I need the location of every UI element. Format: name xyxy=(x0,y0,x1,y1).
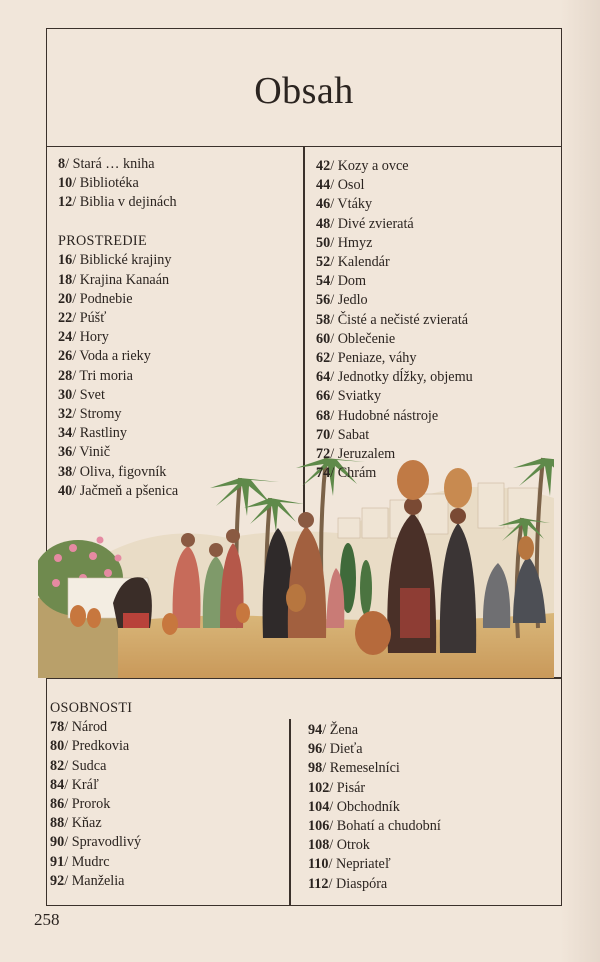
entry-label: Svet xyxy=(79,386,105,403)
entry-page: 56 xyxy=(316,292,331,309)
list-item[interactable]: 42/ Kozy a ovce xyxy=(316,158,409,174)
list-item[interactable]: 82/ Sudca xyxy=(50,757,107,774)
entry-page: 66 xyxy=(316,388,331,405)
list-item[interactable]: 48/ Divé zvieratá xyxy=(316,215,414,232)
entry-label: Divé zvieratá xyxy=(337,215,414,232)
list-item[interactable]: 72/ Jeruzalem xyxy=(316,446,396,463)
entry-page: 102 xyxy=(308,779,330,796)
list-item[interactable]: 96/ Dieťa xyxy=(308,741,363,758)
list-item[interactable]: 22/ Púšť xyxy=(58,309,107,326)
entry-label: Otrok xyxy=(336,837,370,854)
list-item[interactable]: 26/ Voda a rieky xyxy=(58,348,151,365)
entry-page: 52 xyxy=(316,254,331,271)
list-item[interactable]: 94/ Žena xyxy=(308,722,359,738)
entry-label: Oblečenie xyxy=(337,330,396,347)
entry-page: 8 xyxy=(58,156,66,172)
entry-page: 62 xyxy=(316,350,331,367)
entry-label: Jedlo xyxy=(337,292,368,309)
entry-page: 98 xyxy=(308,760,323,777)
entry-label: Spravodlivý xyxy=(71,834,142,851)
list-item[interactable]: 30/ Svet xyxy=(58,386,105,403)
list-item[interactable]: 66/ Sviatky xyxy=(316,388,382,405)
entry-page: 26 xyxy=(58,348,73,365)
entry-page: 48 xyxy=(316,215,331,232)
right-bottom-list xyxy=(308,721,441,894)
entry-page: 91 xyxy=(50,853,65,870)
entry-page: 44 xyxy=(316,177,331,194)
entry-page: 104 xyxy=(308,798,330,815)
list-item[interactable]: 62/ Peniaze, váhy xyxy=(316,350,417,367)
entry-label: Kozy a ovce xyxy=(337,158,409,174)
entry-label: Biblia v dejinách xyxy=(79,194,177,211)
list-item[interactable]: 8/ Stará … kniha xyxy=(58,156,155,172)
list-item[interactable]: 54/ Dom xyxy=(316,273,367,290)
entry-label: Chrám xyxy=(337,465,377,482)
entry-page: 88 xyxy=(50,815,65,832)
entry-label: Kráľ xyxy=(71,776,99,793)
list-item[interactable]: 16/ Biblické krajiny xyxy=(58,252,172,269)
list-item[interactable]: 102/ Pisár xyxy=(308,779,366,796)
entry-page: 78 xyxy=(50,719,65,736)
entry-label: Krajina Kanaán xyxy=(79,271,170,288)
entry-label: Kňaz xyxy=(71,815,102,832)
entry-label: Jednotky dĺžky, objemu xyxy=(337,369,473,386)
entry-page: 94 xyxy=(308,722,323,738)
entry-page: 84 xyxy=(50,776,65,793)
entry-label: Prorok xyxy=(71,796,111,813)
entry-page: 112 xyxy=(308,875,329,892)
entry-page: 18 xyxy=(58,271,73,288)
entry-label: Sabat xyxy=(337,426,370,443)
entry-page: 64 xyxy=(316,369,331,386)
entry-label: Čisté a nečisté zvieratá xyxy=(337,311,469,328)
column-divider-bottom xyxy=(289,719,291,905)
page-number: 258 xyxy=(34,910,60,929)
list-item[interactable]: 84/ Kráľ xyxy=(50,776,99,793)
list-item[interactable]: 38/ Oliva, figovník xyxy=(58,463,167,480)
list-item[interactable]: 88/ Kňaz xyxy=(50,815,102,832)
entry-page: 110 xyxy=(308,856,329,873)
list-item[interactable]: 44/ Osol xyxy=(316,177,365,194)
entry-page: 36 xyxy=(58,444,73,461)
list-item[interactable]: 98/ Remeselníci xyxy=(308,760,400,777)
entry-label: Hudobné nástroje xyxy=(337,407,439,424)
entry-label: Národ xyxy=(71,719,108,736)
list-item[interactable]: 108/ Otrok xyxy=(308,837,370,854)
entry-page: 108 xyxy=(308,837,330,854)
entry-label: Dom xyxy=(337,273,367,290)
entry-page: 20 xyxy=(58,290,73,307)
list-item[interactable]: 70/ Sabat xyxy=(316,426,370,443)
entry-page: 40 xyxy=(58,482,73,499)
entry-page: 12 xyxy=(58,194,73,211)
entry-label: Bohatí a chudobní xyxy=(336,818,441,835)
entry-page: 22 xyxy=(58,309,73,326)
list-item[interactable]: 34/ Rastliny xyxy=(58,425,127,442)
entry-label: Vinič xyxy=(79,444,111,461)
entry-page: 42 xyxy=(316,158,331,174)
entry-label: Nepriateľ xyxy=(336,856,391,873)
entry-page: 34 xyxy=(58,425,73,442)
entry-page: 28 xyxy=(58,367,73,384)
entry-page: 54 xyxy=(316,273,331,290)
entry-page: 60 xyxy=(316,330,331,347)
list-item[interactable]: 60/ Oblečenie xyxy=(316,330,396,347)
list-item[interactable]: 50/ Hmyz xyxy=(316,234,373,251)
list-item[interactable]: 74/ Chrám xyxy=(316,465,377,482)
list-item[interactable]: 52/ Kalendár xyxy=(316,254,390,271)
page-edge-shadow xyxy=(560,0,600,962)
list-item[interactable]: 68/ Hudobné nástroje xyxy=(316,407,439,424)
entry-label: Peniaze, váhy xyxy=(337,350,417,367)
entry-page: 68 xyxy=(316,407,331,424)
entry-label: Bibliotéka xyxy=(79,175,139,192)
entry-page: 106 xyxy=(308,818,330,835)
entry-label: Remeselníci xyxy=(329,760,400,777)
section-heading-prostredie: PROSTREDIE xyxy=(58,233,147,250)
list-item[interactable]: 46/ Vtáky xyxy=(316,196,373,213)
page-title: Obsah xyxy=(254,69,354,112)
entry-page: 72 xyxy=(316,446,331,463)
entry-page: 92 xyxy=(50,872,65,889)
right-top-list xyxy=(316,157,473,483)
list-item[interactable]: 24/ Hory xyxy=(58,329,109,346)
entry-page: 90 xyxy=(50,834,65,851)
entry-label: Obchodník xyxy=(336,798,400,815)
entry-label: Mudrc xyxy=(71,853,110,870)
list-item[interactable]: 12/ Biblia v dejinách xyxy=(58,194,177,211)
entry-label: Podnebie xyxy=(79,290,133,307)
title-box xyxy=(47,29,561,147)
list-item[interactable]: 40/ Jačmeň a pšenica xyxy=(58,482,179,499)
list-item[interactable]: 28/ Tri moria xyxy=(58,367,133,384)
entry-page: 38 xyxy=(58,463,73,480)
entry-label: Biblické krajiny xyxy=(79,252,172,269)
list-item[interactable]: 10/ Bibliotéka xyxy=(58,175,139,192)
list-item[interactable]: 58/ Čisté a nečisté zvieratá xyxy=(316,311,469,328)
entry-label: Rastliny xyxy=(79,425,127,442)
list-item[interactable]: 104/ Obchodník xyxy=(308,798,400,815)
entry-label: Oliva, figovník xyxy=(79,463,167,480)
entry-label: Stromy xyxy=(79,405,122,422)
entry-page: 16 xyxy=(58,252,73,269)
entry-label: Predkovia xyxy=(71,738,130,755)
entry-label: Osol xyxy=(337,177,365,194)
list-item[interactable]: 112/ Diaspóra xyxy=(308,875,388,892)
list-item[interactable]: 86/ Prorok xyxy=(50,796,111,813)
section-heading-osobnosti: OSOBNOSTI xyxy=(50,700,133,716)
entry-label: Vtáky xyxy=(337,196,373,213)
entry-page: 74 xyxy=(316,465,331,482)
entry-page: 30 xyxy=(58,386,73,403)
list-item[interactable]: 110/ Nepriateľ xyxy=(308,856,391,873)
list-item[interactable]: 64/ Jednotky dĺžky, objemu xyxy=(316,369,473,386)
intro-list xyxy=(58,155,178,501)
entry-page: 82 xyxy=(50,757,65,774)
list-item[interactable]: 18/ Krajina Kanaán xyxy=(58,271,170,288)
entry-label: Stará … kniha xyxy=(72,156,155,172)
entry-page: 24 xyxy=(58,329,73,346)
entry-label: Žena xyxy=(329,722,359,738)
entry-page: 80 xyxy=(50,738,65,755)
list-item[interactable]: 56/ Jedlo xyxy=(316,292,368,309)
entry-page: 50 xyxy=(316,234,331,251)
osobnosti-list xyxy=(50,699,141,891)
entry-label: Hmyz xyxy=(337,234,373,251)
entry-label: Tri moria xyxy=(79,367,133,384)
entry-label: Sudca xyxy=(71,757,107,774)
entry-label: Jeruzalem xyxy=(337,446,396,463)
entry-label: Sviatky xyxy=(337,388,382,405)
entry-label: Diaspóra xyxy=(336,875,388,892)
spacer xyxy=(58,213,178,233)
entry-page: 58 xyxy=(316,311,331,328)
entry-page: 70 xyxy=(316,426,331,443)
list-item[interactable]: 80/ Predkovia xyxy=(50,738,130,755)
list-item[interactable]: 78/ Národ xyxy=(50,719,108,736)
entry-label: Jačmeň a pšenica xyxy=(79,482,179,499)
list-item[interactable]: 20/ Podnebie xyxy=(58,290,133,307)
entry-page: 96 xyxy=(308,741,323,758)
list-item[interactable]: 91/ Mudrc xyxy=(50,853,110,870)
entry-label: Hory xyxy=(79,329,109,346)
list-item[interactable]: 32/ Stromy xyxy=(58,405,122,422)
list-item[interactable]: 106/ Bohatí a chudobní xyxy=(308,818,441,835)
list-item[interactable]: 90/ Spravodlivý xyxy=(50,834,142,851)
list-item[interactable]: 36/ Vinič xyxy=(58,444,111,461)
entry-page: 46 xyxy=(316,196,331,213)
entry-page: 32 xyxy=(58,405,73,422)
entry-label: Manželia xyxy=(71,872,125,889)
entry-page: 10 xyxy=(58,175,73,192)
entry-label: Kalendár xyxy=(337,254,390,271)
entry-label: Voda a rieky xyxy=(79,348,151,365)
list-item[interactable]: 92/ Manželia xyxy=(50,872,125,889)
entry-label: Pisár xyxy=(336,779,366,796)
entry-page: 86 xyxy=(50,796,65,813)
entry-label: Púšť xyxy=(79,309,107,326)
entry-label: Dieťa xyxy=(329,741,363,758)
